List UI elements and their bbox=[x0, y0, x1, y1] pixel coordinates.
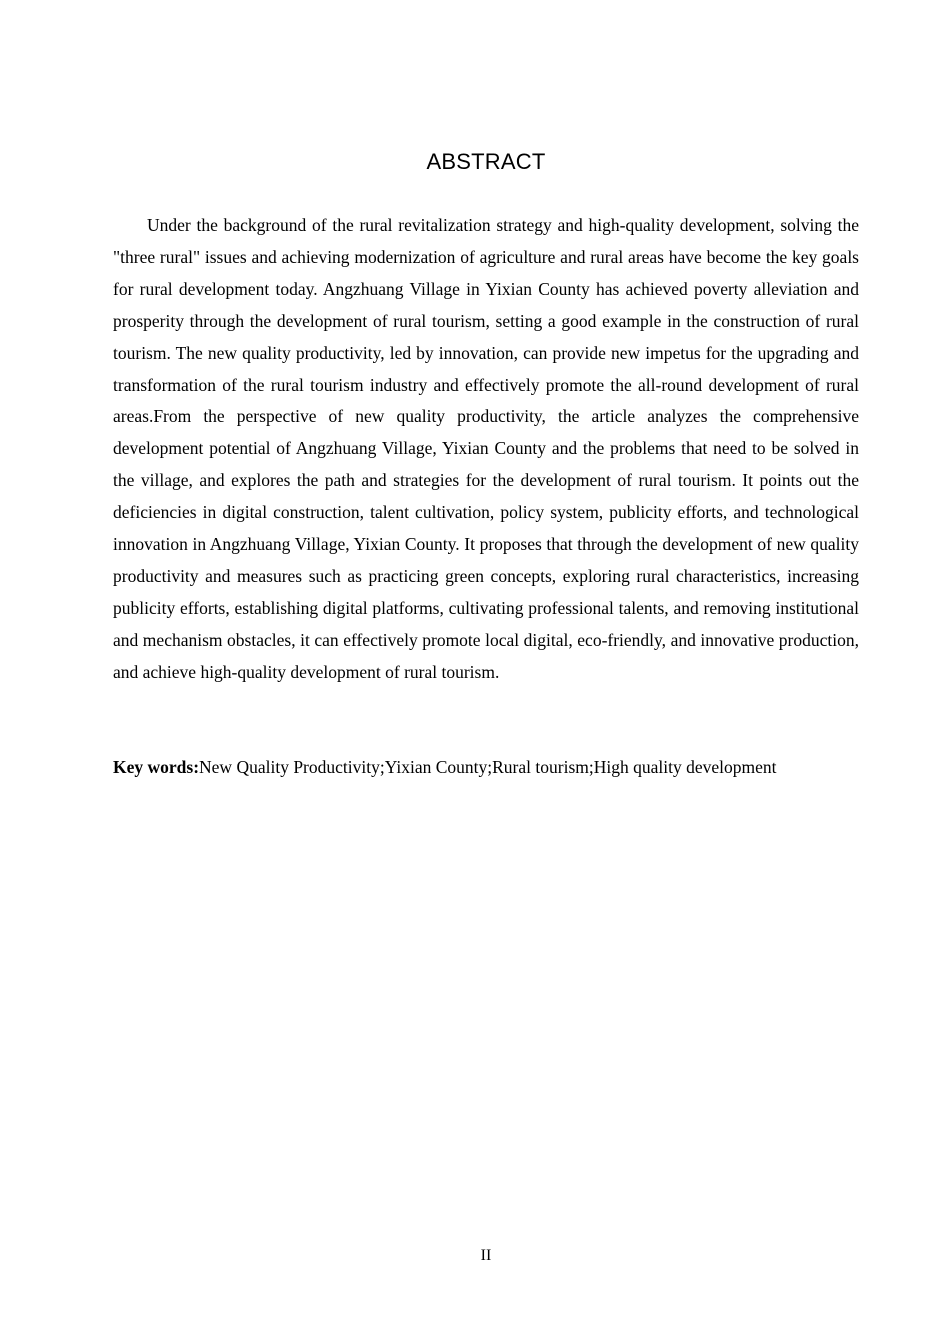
page-number: II bbox=[480, 1247, 492, 1264]
abstract-paragraph: Under the background of the rural revitalization strategy and high-quality development, solving the "three rural" issues and achieving modernization of agriculture and rural areas have become the key goals for rural development today. Angzhuang Village in Yixian County has achieved poverty alleviation and prosperity through the development of rural tourism, setting a good example in the construction of rural tourism. The new quality productivity, led by innovation, can provide new impetus for the upgrading and transformation of the rural tourism industry and effectively promote the all-round development of rural areas.From the perspective of new quality productivity, the article analyzes the comprehensive development potential of Angzhuang Village, Yixian County and the problems that need to be solved in the village, and explores the path and strategies for the development of rural tourism. It points out the deficiencies in digital construction, talent cultivation, policy system, publicity efforts, and technological innovation in Angzhuang Village, Yixian County. It proposes that through the development of new quality productivity and measures such as practicing green concepts, exploring rural characteristics, increasing publicity efforts, establishing digital platforms, cultivating professional talents, and removing institutional and mechanism obstacles, it can effectively promote local digital, eco-friendly, and innovative production, and achieve high-quality development of rural tourism. bbox=[113, 215, 859, 682]
keywords-line bbox=[113, 752, 873, 784]
keywords-label: Key words: bbox=[113, 757, 200, 777]
keywords-value: New Quality Productivity;Yixian County;Rural tourism;High quality development bbox=[199, 757, 777, 777]
abstract-title: ABSTRACT bbox=[426, 149, 546, 174]
